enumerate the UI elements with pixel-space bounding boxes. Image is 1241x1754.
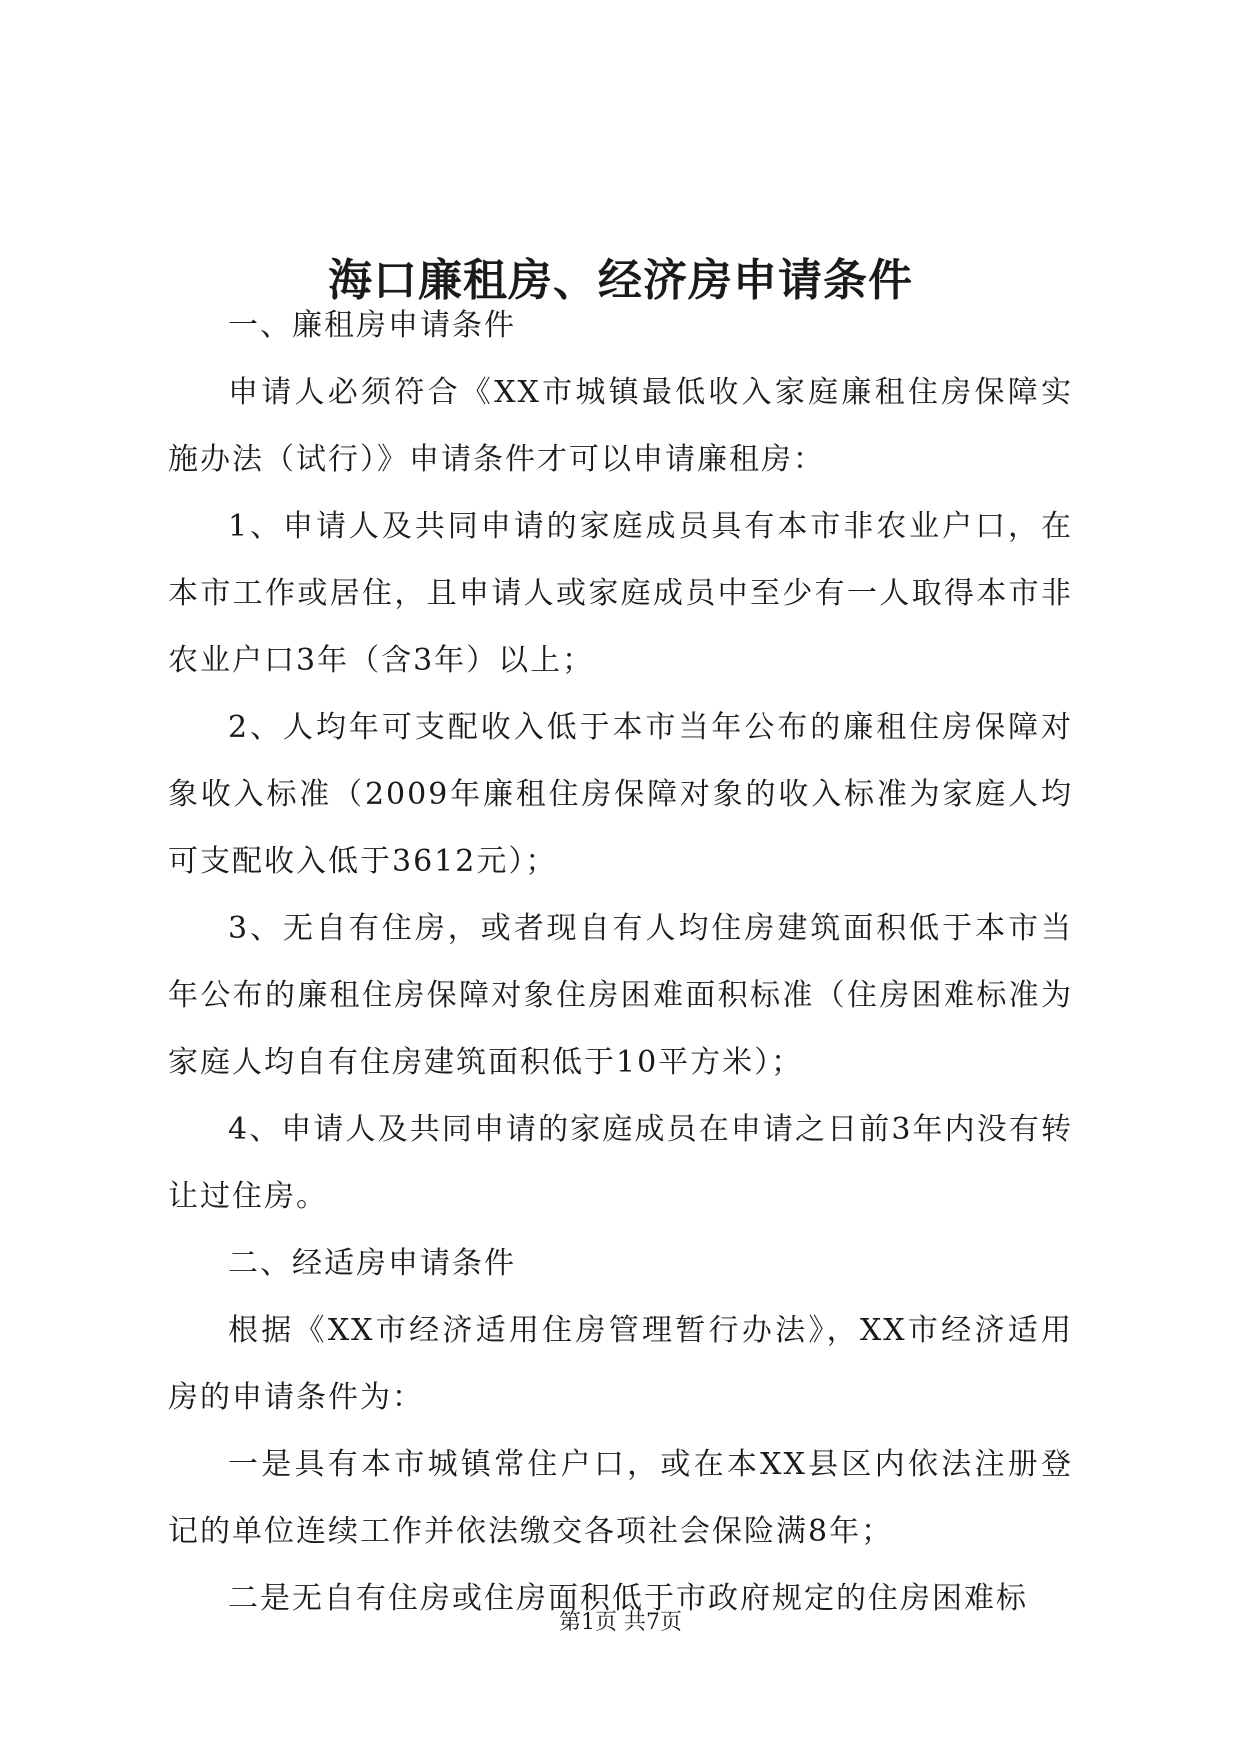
paragraph-condition-4: 4、申请人及共同申请的家庭成员在申请之日前3年内没有转让过住房。 xyxy=(168,1112,1073,1214)
document-title: 海口廉租房、经济房申请条件 xyxy=(328,255,913,307)
section-heading-lianzufang: 一、廉租房申请条件 xyxy=(228,308,516,343)
paragraph-condition-second: 二是无自有住房或住房面积低于市政府规定的住房困难标 xyxy=(228,1581,1028,1616)
document-body xyxy=(168,292,1073,1632)
paragraph-condition-first: 一是具有本市城镇常住户口，或在本XX县区内依法注册登记的单位连续工作并依法缴交各项社会保险满8年； xyxy=(168,1447,1073,1549)
paragraph-condition-1: 1、申请人及共同申请的家庭成员具有本市非农业户口，在本市工作或居住，且申请人或家庭成员中至少有一人取得本市非农业户口3年（含3年）以上； xyxy=(168,509,1073,678)
section-heading-jingshifang: 二、经适房申请条件 xyxy=(228,1246,516,1281)
paragraph-condition-2: 2、人均年可支配收入低于本市当年公布的廉租住房保障对象收入标准（2009年廉租住房保障对象的收入标准为家庭人均可支配收入低于3612元）； xyxy=(168,710,1073,879)
paragraph-condition-3: 3、无自有住房，或者现自有人均住房建筑面积低于本市当年公布的廉租住房保障对象住房困难面积标准（住房困难标准为家庭人均自有住房建筑面积低于10平方米）； xyxy=(168,911,1073,1080)
paragraph-intro-jingshifang: 根据《XX市经济适用住房管理暂行办法》，XX市经济适用房的申请条件为： xyxy=(168,1313,1073,1415)
page-footer: 第1页 共7页 xyxy=(559,1610,682,1635)
paragraph-intro-lianzufang: 申请人必须符合《XX市城镇最低收入家庭廉租住房保障实施办法（试行）》申请条件才可以申请廉租房： xyxy=(168,375,1073,477)
